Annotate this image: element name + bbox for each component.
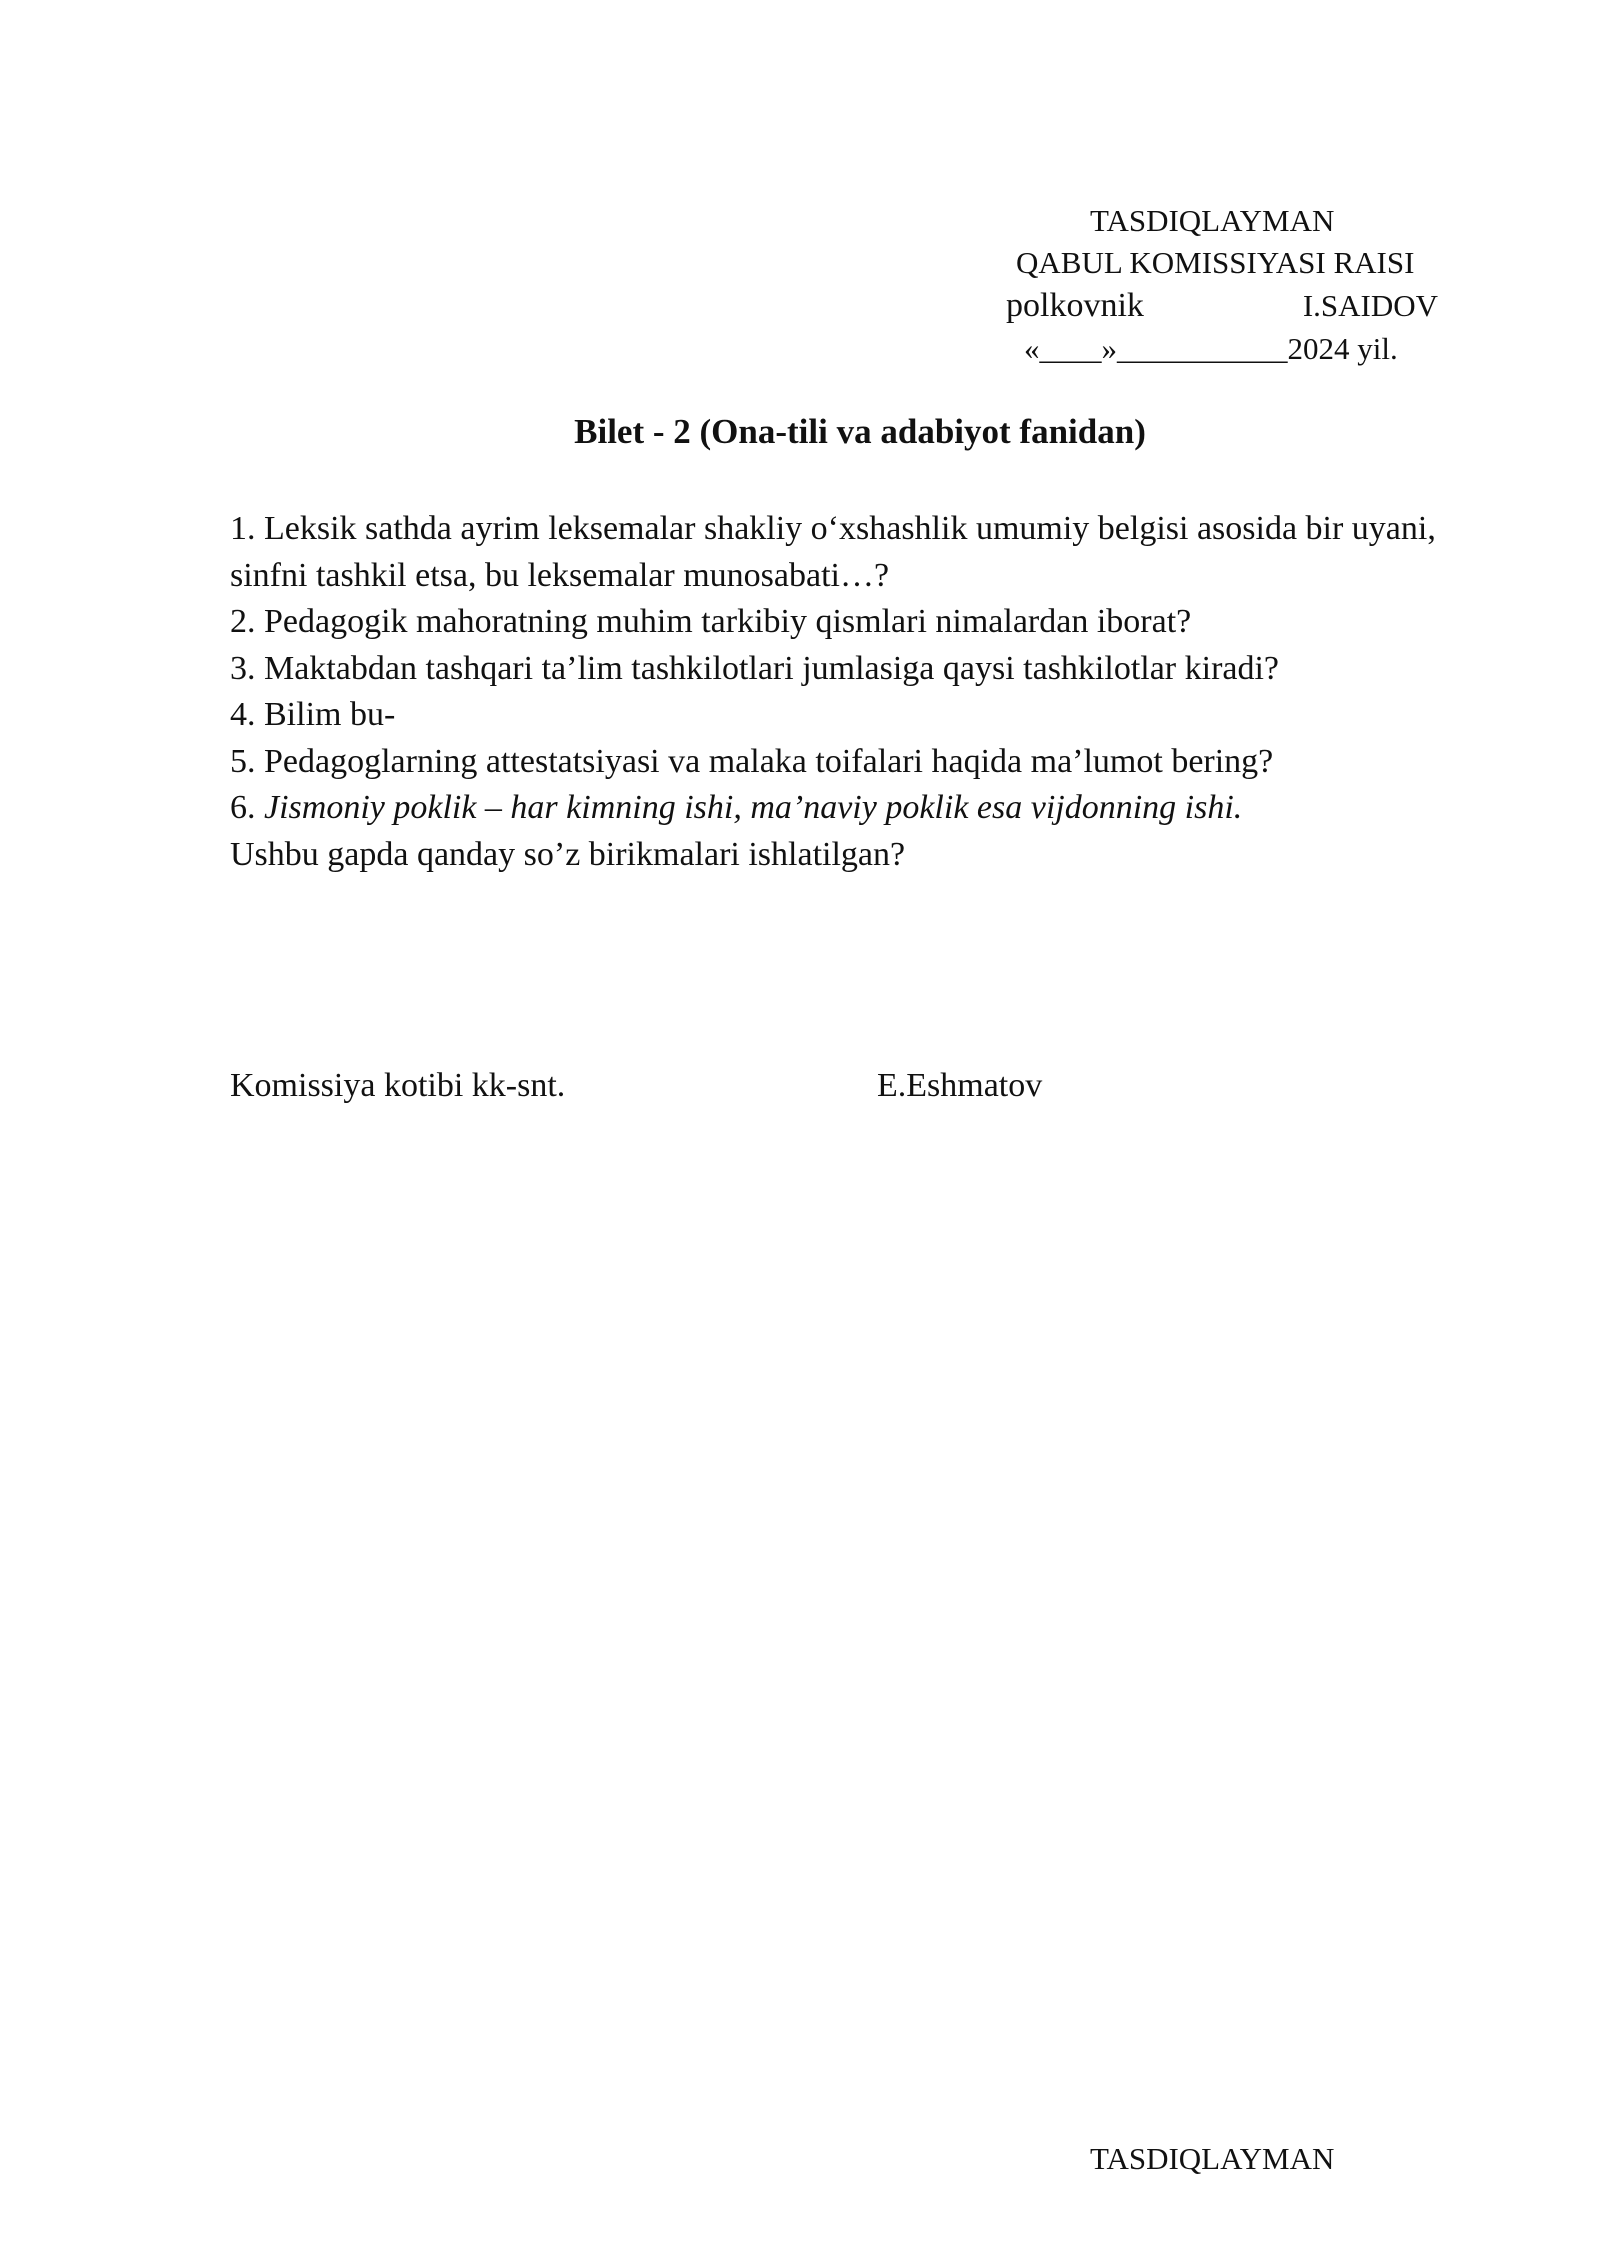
question-6	[230, 785, 1490, 832]
approval-position: QABUL KOMISSIYASI RAISI	[1016, 245, 1415, 280]
ticket-title: Bilet - 2 (Ona-tili va adabiyot fanidan)	[574, 412, 1146, 451]
next-page-approval-title: TASDIQLAYMAN	[1090, 2141, 1335, 2176]
approval-date-line: «____»___________2024 yil.	[1024, 331, 1398, 366]
approval-signer	[1000, 284, 1460, 328]
question-3: 3. Maktabdan tashqari ta’lim tashkilotlari jumlasiga qaysi tashkilotlar kiradi?	[230, 649, 1280, 687]
question-6-number: 6.	[230, 789, 264, 826]
question-5: 5. Pedagoglarning attestatsiyasi va malaka toifalari haqida ma’lumot bering?	[230, 742, 1274, 780]
approval-name: I.SAIDOV	[1302, 288, 1438, 323]
approval-block	[1000, 200, 1460, 370]
question-list	[230, 506, 1490, 878]
question-6-quote: Jismoniy poklik – har kimning ishi, ma’naviy poklik esa vijdonning ishi.	[264, 789, 1243, 826]
secretary-signature	[230, 1063, 1330, 1109]
approval-rank: polkovnik	[1006, 287, 1144, 324]
approval-title: TASDIQLAYMAN	[1090, 203, 1335, 238]
question-2: 2. Pedagogik mahoratning muhim tarkibiy qismlari nimalardan iborat?	[230, 603, 1192, 640]
secretary-name: E.Eshmatov	[877, 1067, 1043, 1104]
question-1: 1. Leksik sathda ayrim leksemalar shakliy o‘xshashlik umumiy belgisi asosida bir uyani, sinfni tashkil etsa, bu leksemalar munosabati…?	[230, 510, 1436, 594]
secretary-role: Komissiya kotibi kk-snt.	[230, 1067, 566, 1104]
question-6-prompt: Ushbu gapda qanday so’z birikmalari ishlatilgan?	[230, 835, 906, 873]
question-4: 4. Bilim bu-	[230, 696, 396, 733]
